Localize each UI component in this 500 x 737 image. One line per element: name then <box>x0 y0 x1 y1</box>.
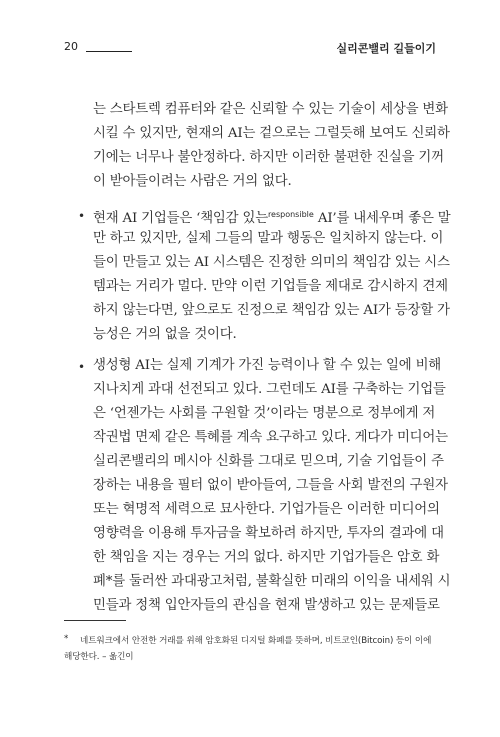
text-line <box>93 206 451 228</box>
text-line: 또는 혁명적 세력으로 묘사한다. 기업가들은 이러한 미디어의 <box>93 502 440 517</box>
header-rule <box>86 51 132 52</box>
text-line: 폐*를 둘러싼 과대광고처럼, 불확실한 미래의 이익을 내세워 시 <box>93 574 451 589</box>
text-line: 생성형 AI는 실제 기계가 가진 능력이나 할 수 있는 일에 비해 <box>93 358 442 373</box>
text-segment: AI’를 내세우며 좋은 말 <box>313 211 451 226</box>
text-line: 하지 않는다면, 앞으로도 진정으로 책임감 있는 AI가 등장할 가 <box>93 303 450 318</box>
footnote-line: 네트워크에서 안전한 거래를 위해 암호화된 디지털 화폐를 뜻하며, 비트코인(Bitcoin) 등이 이에 <box>80 636 432 646</box>
text-line: 지나치게 과대 선전되고 있다. 그런데도 AI를 구축하는 기업들 <box>93 382 446 397</box>
text-line: 장하는 내용을 필터 없이 받아들여, 그들을 사회 발전의 구원자 <box>93 478 448 493</box>
footnote-rule <box>64 620 126 621</box>
bullet-dot-icon: • <box>78 209 86 223</box>
footnote-marker: * <box>64 634 69 644</box>
page-header <box>64 40 436 60</box>
text-line: 능성은 거의 없을 것이다. <box>93 327 237 342</box>
text-segment: 현재 AI 기업들은 ‘책임감 있는 <box>93 211 268 226</box>
text-line: 는 스타트렉 컴퓨터와 같은 신뢰할 수 있는 기술이 세상을 변화 <box>93 102 448 117</box>
superscript-gloss: responsible <box>267 210 314 219</box>
text-line: 한 책임을 지는 경우는 거의 없다. 하지만 기업가들은 암호 화 <box>93 550 440 565</box>
text-line: 시킬 수 있지만, 현재의 AI는 겉으로는 그럴듯해 보여도 신뢰하 <box>93 126 450 141</box>
text-line: 민들과 정책 입안자들의 관심을 현재 발생하고 있는 문제들로 <box>93 598 440 613</box>
text-line: 은 ‘언젠가는 사회를 구원할 것’이라는 명분으로 정부에게 저 <box>93 406 436 421</box>
running-title: 실리콘밸리 길들이기 <box>336 42 436 55</box>
footnote-line: 해당한다. – 옮긴이 <box>64 652 134 662</box>
text-line: 기에는 너무나 불안정하다. 하지만 이러한 불편한 진실을 기꺼 <box>93 150 444 165</box>
text-line: 영향력을 이용해 투자금을 확보하려 하지만, 투자의 결과에 대 <box>93 526 444 541</box>
text-line: 실리콘밸리의 메시아 신화를 그대로 믿으며, 기술 기업들이 주 <box>93 454 444 469</box>
text-line: 만 하고 있지만, 실제 그들의 말과 행동은 일치하지 않는다. 이 <box>93 231 444 246</box>
page-number: 20 <box>64 40 78 53</box>
text-line: 작권법 면제 같은 특혜를 계속 요구하고 있다. 게다가 미디어는 <box>93 430 448 445</box>
text-line: 이 받아들이려는 사람은 거의 없다. <box>93 174 292 189</box>
bullet-dot-icon: • <box>78 360 86 374</box>
text-line: 들이 만들고 있는 AI 시스템은 진정한 의미의 책임감 있는 시스 <box>93 255 450 270</box>
text-line: 템과는 거리가 멀다. 만약 이런 기업들을 제대로 감시하지 견제 <box>93 279 448 294</box>
